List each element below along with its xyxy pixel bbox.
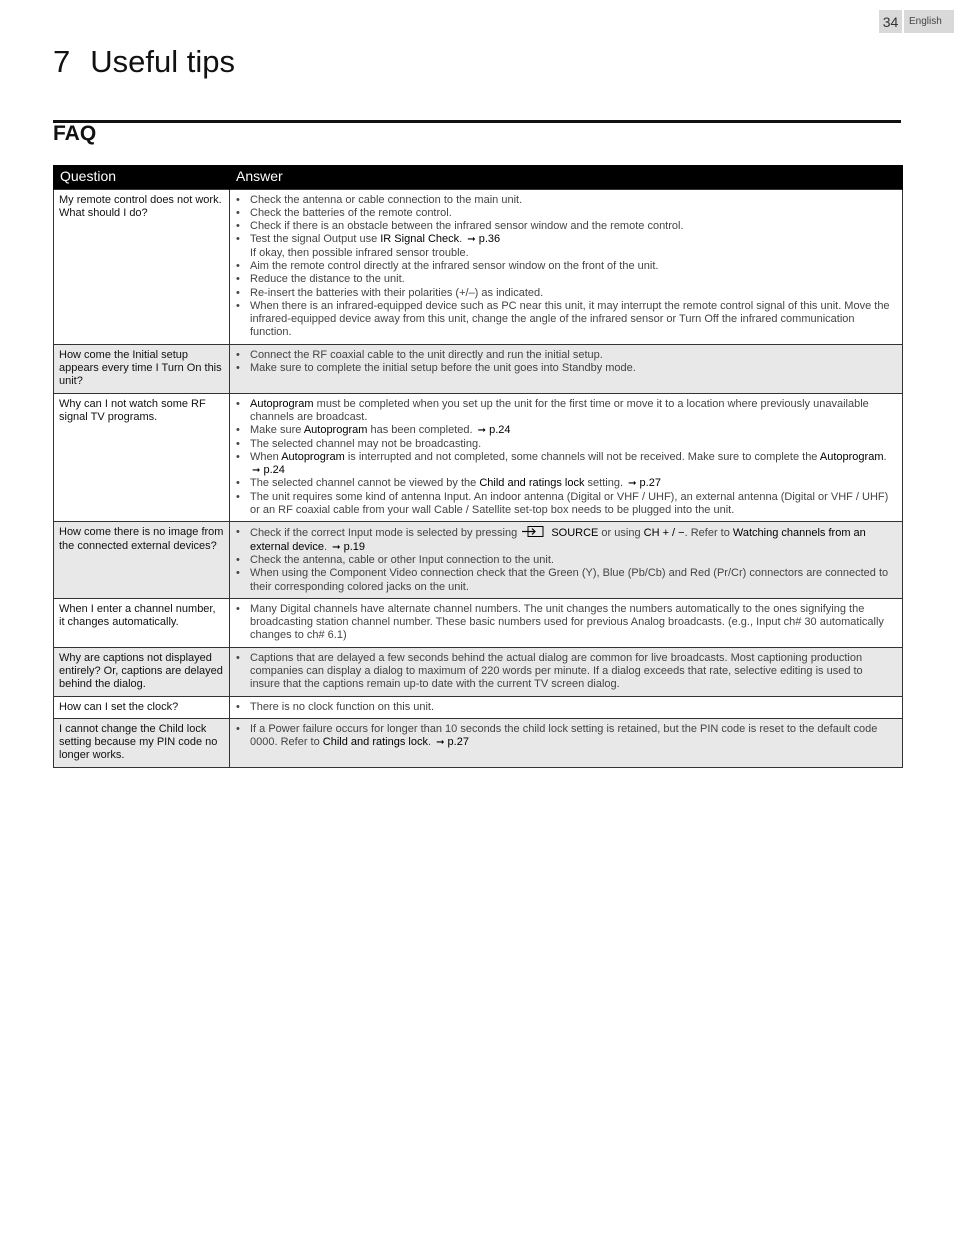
- answer-item: • The selected channel may not be broadcasting.: [236, 438, 894, 451]
- faq-answer: [230, 189, 903, 344]
- answer-list: [236, 398, 894, 518]
- answer-item: • Connect the RF coaxial cable to the unit directly and run the initial setup.: [236, 349, 894, 362]
- faq-row: [54, 696, 903, 718]
- answer-item: • Re-insert the batteries with their polarities (+/–) as indicated.: [236, 287, 894, 300]
- emphasis-term: Autoprogram: [303, 424, 368, 437]
- faq-row: [54, 393, 903, 522]
- faq-question: I cannot change the Child lock setting because my PIN code no longer works.: [54, 718, 230, 767]
- faq-table: [53, 165, 903, 768]
- faq-row: [54, 598, 903, 647]
- answer-list: [236, 349, 894, 376]
- faq-body: [54, 189, 903, 767]
- answer-item: • When there is an infrared-equipped device such as PC near this unit, it may interrupt the remote control signal of this unit. Move the infrared-equipped device away from this unit, change the angle of the infrared sensor or Turn Off the infrared communication function.: [236, 300, 894, 340]
- answer-item: • Make sure Autoprogram has been completed. ➞ p.24: [236, 424, 894, 437]
- chapter-number: 7: [53, 44, 71, 79]
- right-arrow-icon: ➞: [477, 425, 487, 437]
- question-column-header: Question: [54, 165, 230, 189]
- answer-column-header: Answer: [230, 165, 903, 189]
- faq-row: [54, 647, 903, 696]
- page-tab: [879, 10, 954, 33]
- answer-list: [236, 723, 894, 750]
- faq-answer: [230, 522, 903, 598]
- emphasis-term: Watching channels from an external device: [250, 527, 866, 553]
- answer-item: • Many Digital channels have alternate channel numbers. The unit changes the numbers automatically to the ones signifying the broadcasting station channel number. These basic numbers used for previous Analog broadcasts. (e.g., Input ch# 30 automatically changes to ch# 6.1): [236, 603, 894, 643]
- answer-item: • If a Power failure occurs for longer than 10 seconds the child lock setting is retained, but the PIN code is reset to the default code 0000. Refer to Child and ratings lock. ➞ p.27: [236, 723, 894, 750]
- answer-item: • Test the signal Output use IR Signal Check. ➞ p.36 If okay, then possible infrared sensor trouble.: [236, 233, 894, 260]
- answer-item: • Check the antenna, cable or other Input connection to the unit.: [236, 554, 894, 567]
- faq-answer: [230, 598, 903, 647]
- emphasis-term: p.24: [489, 424, 511, 437]
- answer-list: [236, 652, 894, 692]
- answer-item: • There is no clock function on this unit.: [236, 701, 894, 714]
- source-input-icon: [522, 526, 544, 537]
- faq-row: [54, 522, 903, 598]
- emphasis-term: Autoprogram: [281, 450, 345, 463]
- emphasis-term: p.36: [478, 233, 501, 246]
- emphasis-term: Child and ratings lock: [479, 477, 585, 490]
- faq-question: How come the Initial setup appears every time I Turn On this unit?: [54, 344, 230, 393]
- answer-list: [236, 701, 894, 714]
- answer-item: • Check if there is an obstacle between the infrared sensor window and the remote control.: [236, 220, 894, 233]
- answer-item: • Captions that are delayed a few seconds behind the actual dialog are common for live broadcasts. Most captioning production companies can display a dialog to maximum of 220 words per minute. If a dialog exceeds that rate, selective editing is used to insure that the captions remain up-to date with the current TV screen dialog.: [236, 652, 894, 692]
- chapter-title: Useful tips: [90, 44, 235, 79]
- faq-question: My remote control does not work. What should I do?: [54, 189, 230, 344]
- answer-item: • Aim the remote control directly at the infrared sensor window on the front of the unit.: [236, 260, 894, 273]
- section-divider: [53, 120, 901, 123]
- answer-item: • Reduce the distance to the unit.: [236, 273, 894, 286]
- answer-item: • The selected channel cannot be viewed by the Child and ratings lock setting. ➞ p.27: [236, 477, 894, 490]
- right-arrow-icon: ➞: [628, 478, 637, 490]
- answer-item: • When Autoprogram is interrupted and not completed, some channels will not be received. Make sure to complete the Autoprogram. ➞ p.24: [236, 451, 894, 478]
- emphasis-term: p.27: [447, 736, 469, 749]
- right-arrow-icon: ➞: [332, 541, 341, 553]
- faq-question: When I enter a channel number, it changes automatically.: [54, 598, 230, 647]
- faq-header-row: [54, 165, 903, 189]
- right-arrow-icon: ➞: [467, 234, 476, 246]
- faq-answer: [230, 344, 903, 393]
- emphasis-term: p.24: [263, 464, 285, 477]
- answer-item: • Check the batteries of the remote control.: [236, 207, 894, 220]
- faq-answer: [230, 718, 903, 767]
- answer-list: [236, 526, 894, 593]
- emphasis-term: p.19: [343, 540, 365, 553]
- emphasis-term: Autoprogram: [819, 450, 884, 463]
- faq-answer: [230, 696, 903, 718]
- faq-answer: [230, 393, 903, 522]
- answer-item: • Check if the correct Input mode is selected by pressing SOURCE or using CH + / −. Refer to Watching channels from an external device. ➞ p.19: [236, 526, 894, 554]
- emphasis-term: Autoprogram: [250, 397, 314, 410]
- page-language: English: [904, 10, 954, 33]
- faq-question: Why are captions not displayed entirely? Or, captions are delayed behind the dialog.: [54, 647, 230, 696]
- faq-row: [54, 189, 903, 344]
- right-arrow-icon: ➞: [436, 737, 445, 749]
- emphasis-term: SOURCE: [551, 527, 599, 540]
- faq-question: How come there is no image from the connected external devices?: [54, 522, 230, 598]
- emphasis-term: IR Signal Check: [380, 233, 460, 246]
- emphasis-term: CH + / −: [643, 527, 685, 540]
- answer-list: [236, 603, 894, 643]
- emphasis-term: p.27: [639, 477, 661, 490]
- answer-item: • Check the antenna or cable connection to the main unit.: [236, 194, 894, 207]
- faq-question: Why can I not watch some RF signal TV programs.: [54, 393, 230, 522]
- answer-item: • Autoprogram must be completed when you set up the unit for the first time or move it to a location where previously unavailable channels are broadcast.: [236, 398, 894, 425]
- faq-question: How can I set the clock?: [54, 696, 230, 718]
- faq-row: [54, 718, 903, 767]
- right-arrow-icon: ➞: [252, 465, 261, 477]
- page-number: 34: [879, 10, 902, 33]
- answer-item: • The unit requires some kind of antenna Input. An indoor antenna (Digital or VHF / UHF), an external antenna (Digital or VHF / UHF) or an RF coaxial cable from your wall Cable / Satellite set-top box needs to be plugged into the unit.: [236, 491, 894, 518]
- section-title: FAQ: [53, 122, 97, 145]
- emphasis-term: Child and ratings lock: [322, 736, 428, 749]
- chapter-heading: [53, 44, 235, 80]
- answer-item: • When using the Component Video connection check that the Green (Y), Blue (Pb/Cb) and Red (Pr/Cr) connectors are connected to their corresponding colored jacks on the unit.: [236, 567, 894, 594]
- answer-item: • Make sure to complete the initial setup before the unit goes into Standby mode.: [236, 362, 894, 375]
- faq-row: [54, 344, 903, 393]
- faq-answer: [230, 647, 903, 696]
- answer-list: [236, 194, 894, 340]
